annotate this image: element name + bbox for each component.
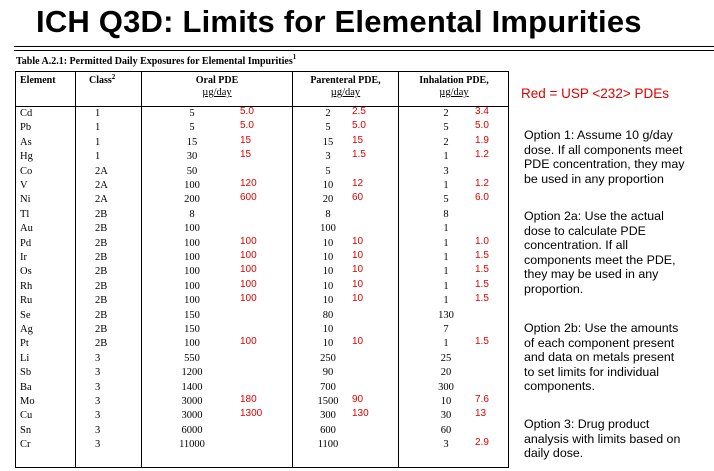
parenteral-usp-pde-cell: 12 [352, 178, 364, 189]
class-cell: 2B [95, 252, 108, 263]
pde-table [15, 71, 509, 468]
inhalation-pde-cell: 3 [443, 165, 449, 177]
slide-title: ICH Q3D: Limits for Elemental Impurities [36, 4, 642, 39]
oral-pde-cell: 100 [184, 237, 200, 249]
parenteral-pde-cell: 10 [322, 180, 334, 191]
inhalation-pde-cell: 1 [443, 280, 449, 292]
inhalation-usp-pde-cell: 1.2 [475, 149, 489, 161]
class-cell: 2B [95, 324, 108, 335]
element-cell: Sb [20, 367, 32, 379]
inhalation-pde-cell: 1 [443, 295, 449, 307]
oral-pde-cell: 30 [186, 151, 198, 163]
inhalation-usp-pde-cell: 1.0 [475, 235, 489, 247]
oral-usp-pde-cell: 100 [240, 278, 257, 290]
parenteral-pde-cell: 20 [322, 194, 334, 206]
parenteral-pde-cell: 5 [325, 165, 331, 177]
oral-pde-cell: 50 [186, 165, 198, 177]
table-row [16, 438, 510, 452]
element-cell: Os [20, 266, 32, 278]
inhalation-pde-cell: 3 [443, 439, 449, 451]
inhalation-pde-cell: 1 [443, 180, 449, 191]
oral-usp-pde-cell: 100 [240, 293, 257, 305]
inhalation-usp-pde-cell: 13 [475, 408, 487, 420]
oral-pde-cell: 11000 [179, 439, 205, 451]
title-divider-top [14, 46, 714, 47]
oral-pde-cell: 100 [184, 338, 200, 350]
element-cell: Cr [20, 439, 31, 451]
option-line: dose. If all components meet [524, 142, 683, 157]
parenteral-pde-cell: 10 [322, 324, 334, 335]
option-note [524, 321, 678, 394]
inhalation-usp-pde-cell: 1.5 [475, 250, 489, 261]
inhalation-pde-cell: 1 [443, 237, 449, 249]
class-cell: 2B [95, 309, 108, 321]
table-row [16, 193, 510, 207]
oral-pde-cell: 1400 [181, 381, 203, 393]
table-row [16, 337, 510, 351]
parenteral-pde-cell: 600 [320, 424, 336, 436]
class-cell: 1 [95, 136, 101, 148]
inhalation-pde-cell: 300 [438, 381, 454, 393]
parenteral-usp-pde-cell: 10 [352, 264, 364, 276]
parenteral-pde-cell: 10 [322, 266, 334, 278]
table-row [16, 165, 510, 179]
inhalation-pde-cell: 25 [440, 352, 452, 364]
element-cell: Au [20, 223, 33, 235]
oral-usp-pde-cell: 100 [240, 250, 257, 261]
parenteral-usp-pde-cell: 2.5 [352, 106, 366, 117]
oral-usp-pde-cell: 15 [240, 149, 252, 161]
option-note [524, 417, 680, 461]
oral-usp-pde-cell: 120 [240, 178, 257, 189]
inhalation-pde-cell: 130 [438, 309, 454, 321]
table-row [16, 237, 510, 251]
class-cell: 1 [95, 108, 101, 119]
parenteral-pde-cell: 10 [322, 280, 334, 292]
inhalation-pde-cell: 10 [440, 396, 452, 407]
element-cell: Cd [20, 108, 33, 119]
element-cell: Li [20, 352, 30, 364]
oral-pde-cell: 150 [184, 324, 200, 335]
oral-usp-pde-cell: 15 [240, 134, 252, 146]
inhalation-usp-pde-cell: 6.0 [475, 192, 489, 204]
inhalation-pde-cell: 1 [443, 266, 449, 278]
header-oral-pde: Oral PDE µg/day [195, 75, 239, 98]
parenteral-usp-pde-cell: 10 [352, 250, 364, 261]
inhalation-usp-pde-cell: 1.5 [475, 264, 489, 276]
table-row [16, 409, 510, 423]
element-cell: Cu [20, 410, 33, 422]
parenteral-pde-cell: 1500 [317, 396, 339, 407]
oral-pde-cell: 100 [184, 280, 200, 292]
element-cell: As [20, 136, 32, 148]
option-line: to set limits for individual [524, 364, 659, 379]
option-line: components. [524, 379, 595, 394]
inhalation-pde-cell: 2 [443, 108, 449, 119]
element-cell: Pd [20, 237, 32, 249]
parenteral-usp-pde-cell: 10 [352, 293, 364, 305]
inhalation-pde-cell: 1 [443, 338, 449, 350]
inhalation-pde-cell: 1 [443, 151, 449, 163]
inhalation-pde-cell: 8 [443, 208, 449, 220]
option-line: of each component present [524, 335, 675, 350]
inhalation-usp-pde-cell: 1.5 [475, 293, 489, 305]
class-cell: 3 [95, 367, 101, 379]
table-row [16, 424, 510, 438]
oral-pde-cell: 5 [189, 108, 195, 119]
oral-pde-cell: 6000 [181, 424, 203, 436]
header-element: Element [20, 75, 56, 86]
element-cell: V [20, 180, 28, 191]
inhalation-usp-pde-cell: 2.9 [475, 437, 489, 449]
element-cell: Sn [20, 424, 32, 436]
oral-pde-cell: 3000 [181, 396, 203, 407]
parenteral-usp-pde-cell: 90 [352, 394, 364, 405]
oral-pde-cell: 100 [184, 295, 200, 307]
table-row [16, 251, 510, 265]
table-row [16, 208, 510, 222]
option-line: be used in any proportion [524, 171, 664, 186]
inhalation-pde-cell: 1 [443, 252, 449, 263]
table-row [16, 381, 510, 395]
option-line: concentration. If all [524, 238, 629, 253]
element-cell: Co [20, 165, 33, 177]
parenteral-usp-pde-cell: 1.5 [352, 149, 366, 161]
header-parenteral-pde: Parenteral PDE, µg/day [310, 75, 381, 98]
inhalation-usp-pde-cell: 3.4 [475, 106, 489, 117]
oral-pde-cell: 100 [184, 266, 200, 278]
inhalation-usp-pde-cell: 1.5 [475, 336, 489, 348]
inhalation-usp-pde-cell: 7.6 [475, 394, 489, 405]
parenteral-pde-cell: 10 [322, 295, 334, 307]
oral-pde-cell: 5 [189, 122, 195, 134]
element-cell: Pt [20, 338, 29, 350]
option-line: Option 3: Drug product [524, 417, 650, 431]
element-cell: Ni [20, 194, 31, 206]
parenteral-pde-cell: 3 [325, 151, 331, 163]
class-cell: 3 [95, 410, 101, 422]
oral-usp-pde-cell: 5.0 [240, 106, 254, 117]
parenteral-usp-pde-cell: 60 [352, 192, 364, 204]
class-cell: 2A [95, 180, 108, 191]
element-cell: Mo [20, 396, 35, 407]
oral-pde-cell: 3000 [181, 410, 203, 422]
class-cell: 2B [95, 280, 108, 292]
table-row [16, 179, 510, 193]
parenteral-pde-cell: 250 [320, 352, 336, 364]
oral-pde-cell: 1200 [181, 367, 203, 379]
inhalation-pde-cell: 20 [440, 367, 452, 379]
inhalation-pde-cell: 7 [443, 324, 449, 335]
option-line: daily dose. [524, 446, 584, 461]
parenteral-pde-cell: 90 [322, 367, 334, 379]
inhalation-pde-cell: 5 [443, 122, 449, 134]
parenteral-pde-cell: 700 [320, 381, 336, 393]
table-row [16, 366, 510, 380]
header-class: Class$^2$ [89, 73, 116, 86]
table-row [16, 323, 510, 337]
table-row [16, 265, 510, 279]
table-row [16, 107, 510, 121]
parenteral-pde-cell: 10 [322, 237, 334, 249]
option-line: proportion. [524, 281, 584, 296]
oral-pde-cell: 100 [184, 223, 200, 235]
table-row [16, 294, 510, 308]
option-line: dose to calculate PDE [524, 223, 646, 238]
element-cell: Ru [20, 295, 33, 307]
inhalation-pde-cell: 1 [443, 223, 449, 235]
oral-usp-pde-cell: 1300 [240, 408, 263, 420]
inhalation-pde-cell: 60 [440, 424, 452, 436]
class-cell: 3 [95, 439, 101, 451]
table-row [16, 352, 510, 366]
class-cell: 3 [95, 352, 101, 364]
parenteral-pde-cell: 300 [320, 410, 336, 422]
table-row [16, 121, 510, 135]
element-cell: Ba [20, 381, 32, 393]
oral-pde-cell: 15 [186, 136, 198, 148]
class-cell: 3 [95, 381, 101, 393]
parenteral-pde-cell: 100 [320, 223, 336, 235]
oral-usp-pde-cell: 100 [240, 336, 257, 348]
option-note [524, 128, 684, 186]
oral-pde-cell: 550 [184, 352, 200, 364]
class-cell: 2B [95, 223, 108, 235]
header-inhalation-pde: Inhalation PDE, µg/day [419, 75, 489, 98]
parenteral-pde-cell: 80 [322, 309, 334, 321]
class-cell: 1 [95, 122, 101, 134]
option-line: Option 2b: Use the amounts [524, 321, 679, 335]
option-line: Option 1: Assume 10 g/day [524, 128, 673, 142]
class-cell: 2B [95, 266, 108, 278]
oral-pde-cell: 8 [189, 208, 195, 220]
title-divider-bottom [14, 50, 714, 51]
option-line: and data on metals present [524, 350, 675, 365]
parenteral-pde-cell: 5 [325, 122, 331, 134]
parenteral-pde-cell: 1100 [317, 439, 339, 451]
element-cell: Tl [20, 208, 30, 220]
oral-usp-pde-cell: 5.0 [240, 120, 254, 132]
element-cell: Se [20, 309, 31, 321]
parenteral-usp-pde-cell: 10 [352, 235, 364, 247]
class-cell: 2B [95, 295, 108, 307]
class-cell: 3 [95, 396, 101, 407]
option-line: PDE concentration, they may [524, 157, 685, 172]
oral-pde-cell: 200 [184, 194, 200, 206]
inhalation-pde-cell: 2 [443, 136, 449, 148]
parenteral-pde-cell: 10 [322, 252, 334, 263]
table-row [16, 280, 510, 294]
option-line: components meet the PDE, [524, 252, 676, 267]
option-line: Option 2a: Use the actual [524, 209, 664, 223]
oral-pde-cell: 150 [184, 309, 200, 321]
class-cell: 3 [95, 424, 101, 436]
oral-usp-pde-cell: 100 [240, 235, 257, 247]
option-note [524, 209, 676, 297]
class-cell: 2A [95, 165, 108, 177]
element-cell: Rh [20, 280, 33, 292]
element-cell: Pb [20, 122, 32, 134]
table-row [16, 222, 510, 236]
class-cell: 1 [95, 151, 101, 163]
oral-pde-cell: 100 [184, 180, 200, 191]
oral-usp-pde-cell: 100 [240, 264, 257, 276]
table-row [16, 395, 510, 409]
element-cell: Ir [20, 252, 27, 263]
inhalation-pde-cell: 5 [443, 194, 449, 206]
inhalation-usp-pde-cell: 1.2 [475, 178, 489, 189]
class-cell: 2B [95, 208, 108, 220]
inhalation-pde-cell: 30 [440, 410, 452, 422]
table-caption: Table A.2.1: Permitted Daily Exposures for Elemental Impurities$^1$ [16, 53, 297, 67]
parenteral-pde-cell: 2 [325, 108, 331, 119]
element-cell: Ag [20, 324, 33, 335]
class-cell: 2A [95, 194, 108, 206]
class-cell: 2B [95, 237, 108, 249]
parenteral-pde-cell: 8 [325, 208, 331, 220]
usp-legend: Red = USP <232> PDEs [521, 86, 669, 101]
table-row [16, 309, 510, 323]
option-line: analysis with limits based on [524, 431, 681, 446]
parenteral-pde-cell: 15 [322, 136, 334, 148]
parenteral-pde-cell: 10 [322, 338, 334, 350]
oral-usp-pde-cell: 180 [240, 394, 257, 405]
class-cell: 2B [95, 338, 108, 350]
inhalation-usp-pde-cell: 1.9 [475, 134, 489, 146]
parenteral-usp-pde-cell: 10 [352, 278, 364, 290]
oral-pde-cell: 100 [184, 252, 200, 263]
inhalation-usp-pde-cell: 1.5 [475, 278, 489, 290]
parenteral-usp-pde-cell: 15 [352, 134, 364, 146]
element-cell: Hg [20, 151, 33, 163]
table-row [16, 136, 510, 150]
inhalation-usp-pde-cell: 5.0 [475, 120, 489, 132]
table-row [16, 150, 510, 164]
parenteral-usp-pde-cell: 5.0 [352, 120, 366, 132]
parenteral-usp-pde-cell: 10 [352, 336, 364, 348]
parenteral-usp-pde-cell: 130 [352, 408, 369, 420]
oral-usp-pde-cell: 600 [240, 192, 257, 204]
option-line: they may be used in any [524, 267, 659, 282]
